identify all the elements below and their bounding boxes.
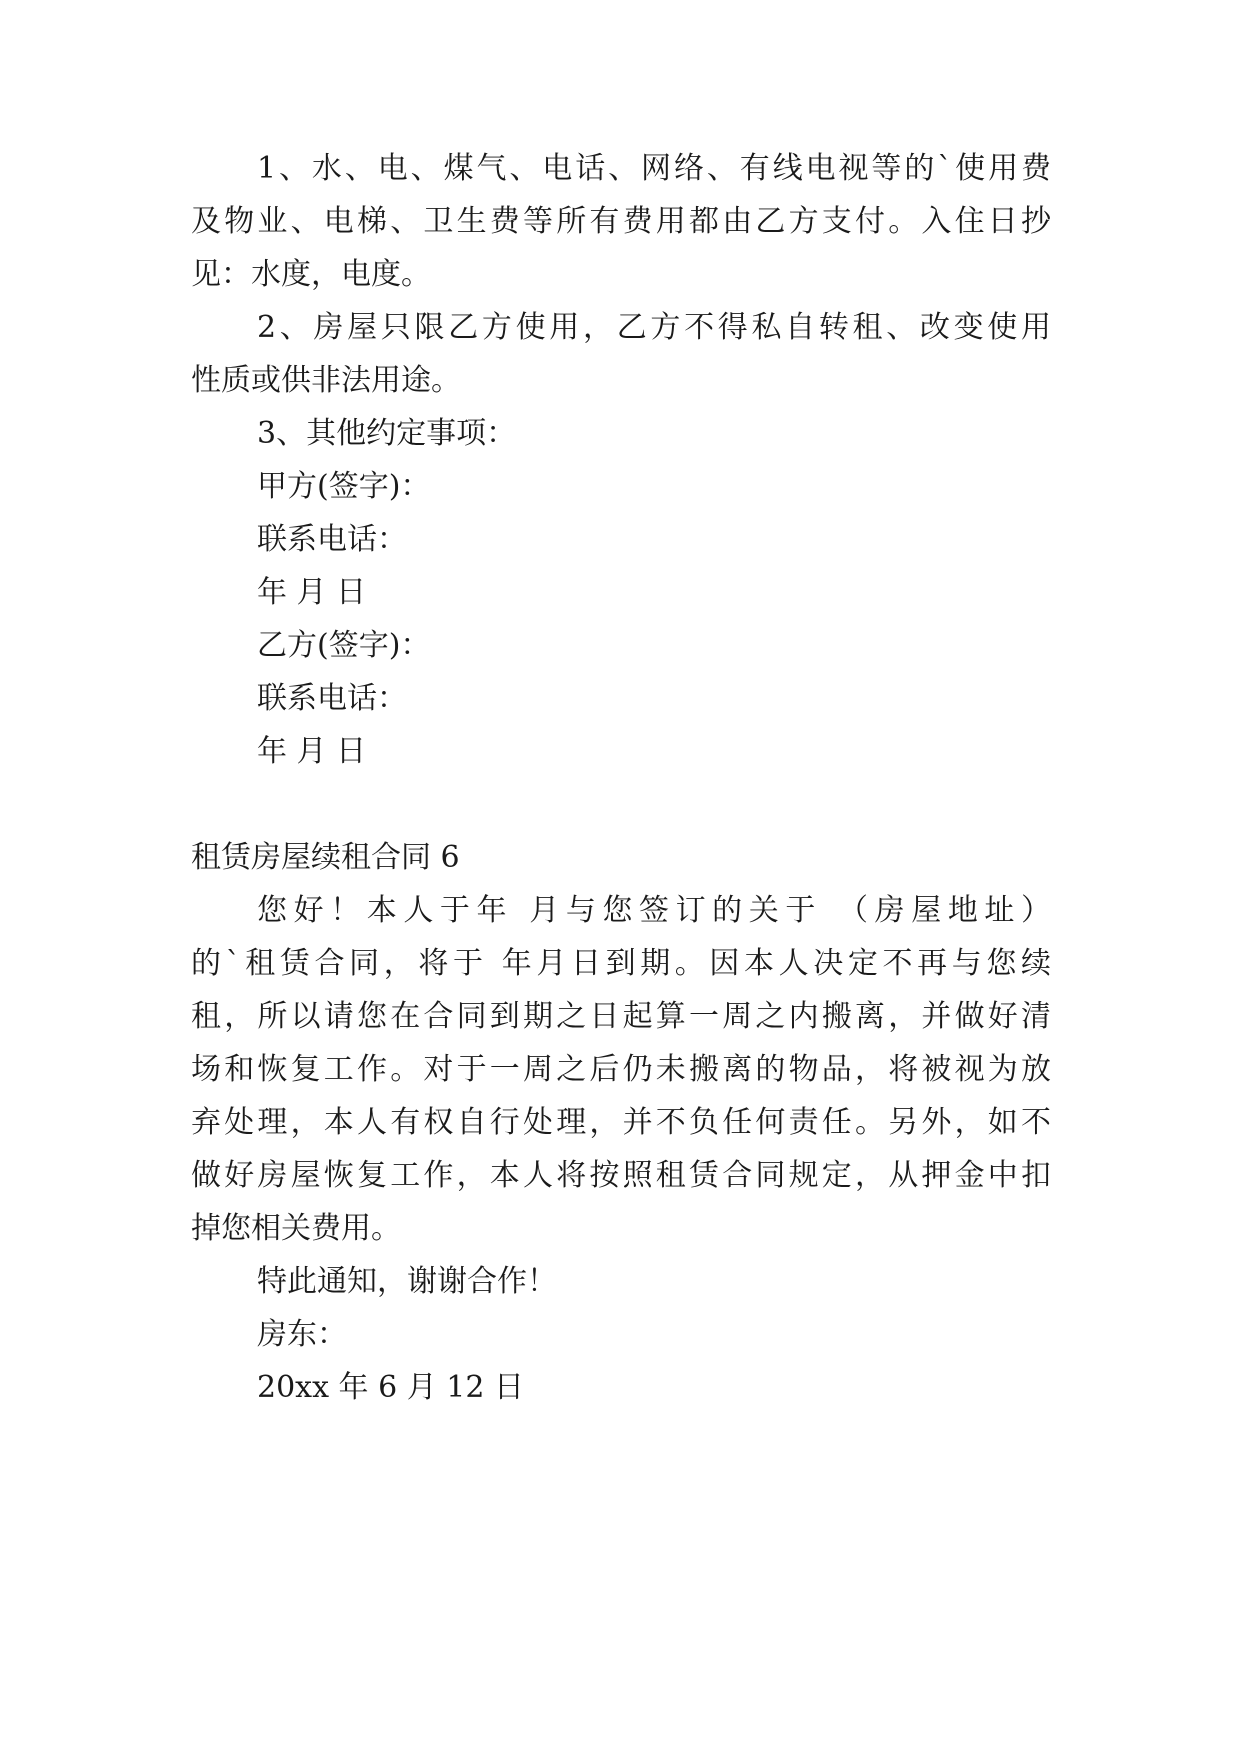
notice-line-3: 租，所以请您在合同到期之日起算一周之内搬离，并做好清 — [191, 999, 1051, 1034]
notice-line-6: 做好房屋恢复工作，本人将按照租赁合同规定，从押金中扣 — [191, 1158, 1051, 1193]
clause-1-line-2: 及物业、电梯、卫生费等所有费用都由乙方支付。入住日抄 — [191, 204, 1051, 239]
clause-1-line-1: 1、水、电、煤气、电话、网络、有线电视等的`使用费 — [257, 151, 1051, 186]
party-b-date: 年 月 日 — [257, 734, 367, 769]
closing-remark: 特此通知，谢谢合作！ — [257, 1264, 557, 1299]
clause-2-line-2: 性质或供非法用途。 — [191, 363, 461, 398]
clause-1-line-3: 见：水度，电度。 — [191, 257, 431, 292]
notice-line-1: 您好！本人于年 月与您签订的关于 （房屋地址） — [257, 893, 1051, 928]
landlord-signature: 房东： — [257, 1317, 347, 1352]
clause-2-line-1: 2、房屋只限乙方使用，乙方不得私自转租、改变使用 — [257, 310, 1051, 345]
notice-line-5: 弃处理，本人有权自行处理，并不负任何责任。另外，如不 — [191, 1105, 1051, 1140]
party-a-signature: 甲方(签字)： — [257, 469, 431, 504]
clause-3: 3、其他约定事项： — [257, 416, 517, 451]
notice-line-7: 掉您相关费用。 — [191, 1211, 401, 1246]
party-b-phone: 联系电话： — [257, 681, 407, 716]
party-a-phone: 联系电话： — [257, 522, 407, 557]
party-a-date: 年 月 日 — [257, 575, 367, 610]
notice-line-2: 的`租赁合同，将于 年月日到期。因本人决定不再与您续 — [191, 946, 1051, 981]
notice-line-4: 场和恢复工作。对于一周之后仍未搬离的物品，将被视为放 — [191, 1052, 1051, 1087]
notice-date: 20xx 年 6 月 12 日 — [257, 1370, 524, 1405]
section-title: 租赁房屋续租合同 6 — [191, 840, 460, 875]
party-b-signature: 乙方(签字)： — [257, 628, 431, 663]
